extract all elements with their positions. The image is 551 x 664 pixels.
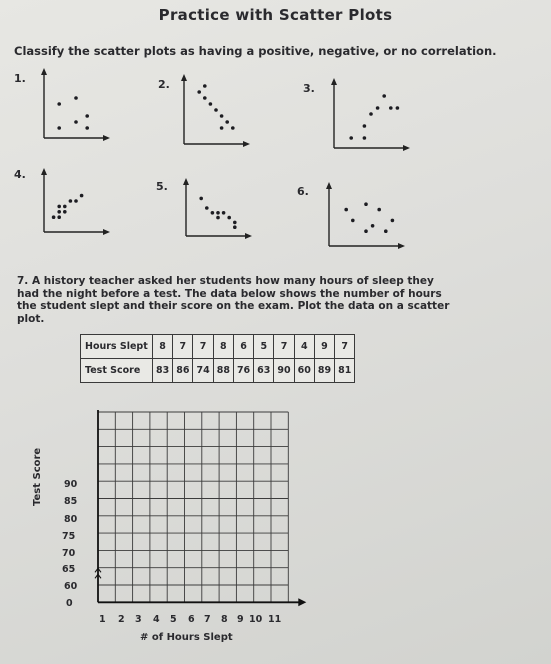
data-point <box>382 94 386 98</box>
data-point <box>384 229 388 233</box>
x-label: 4 <box>153 614 160 625</box>
data-point <box>220 126 224 130</box>
plot-number-3: 3. <box>303 82 315 95</box>
data-point <box>74 199 78 203</box>
arrow-right-icon <box>243 141 250 147</box>
x-label: 6 <box>188 614 195 625</box>
scatter-plot-1 <box>40 66 112 142</box>
data-point <box>396 106 400 110</box>
row-header-score: Test Score <box>81 359 153 383</box>
data-point <box>203 84 207 88</box>
plot-number-2: 2. <box>158 78 170 91</box>
table-row <box>81 359 355 383</box>
data-point <box>344 208 348 212</box>
table-cell: 63 <box>254 359 274 383</box>
table-cell: 7 <box>335 335 355 359</box>
table-cell: 7 <box>193 335 213 359</box>
arrow-up-icon <box>181 74 187 81</box>
data-point <box>233 221 237 225</box>
x-axis-title: # of Hours Slept <box>140 632 233 643</box>
data-point <box>220 114 224 118</box>
data-point <box>63 210 67 214</box>
arrow-right-icon <box>403 145 410 151</box>
data-table <box>80 334 355 383</box>
data-point <box>205 206 209 210</box>
scatter-plot-6 <box>325 180 407 250</box>
y-label: 75 <box>62 531 76 542</box>
plot-number-1: 1. <box>14 72 26 85</box>
data-point <box>349 136 353 140</box>
arrow-right-icon <box>245 233 252 239</box>
data-point <box>211 211 215 215</box>
data-point <box>57 102 61 106</box>
x-label: 2 <box>118 614 125 625</box>
answer-grid[interactable] <box>80 408 300 628</box>
table-cell: 81 <box>335 359 355 383</box>
y-label: 70 <box>62 548 76 559</box>
x-label: 3 <box>135 614 142 625</box>
table-cell: 7 <box>274 335 294 359</box>
table-cell: 7 <box>173 335 193 359</box>
data-point <box>376 106 380 110</box>
table-cell: 89 <box>314 359 334 383</box>
table-cell: 5 <box>254 335 274 359</box>
scatter-plot-3 <box>330 76 412 152</box>
table-cell: 83 <box>153 359 173 383</box>
table-cell: 90 <box>274 359 294 383</box>
y-label: 85 <box>64 496 78 507</box>
data-point <box>209 102 213 106</box>
data-point <box>391 219 395 223</box>
data-point <box>74 96 78 100</box>
arrow-up-icon <box>41 168 47 175</box>
x-label: 7 <box>204 614 211 625</box>
arrow-up-icon <box>183 178 189 185</box>
plot-number-4: 4. <box>14 168 26 181</box>
x-label: 5 <box>170 614 177 625</box>
y-label: 0 <box>66 598 73 609</box>
data-point <box>216 216 220 220</box>
table-cell: 76 <box>233 359 253 383</box>
y-label: 80 <box>64 514 78 525</box>
table-cell: 9 <box>314 335 334 359</box>
data-point <box>369 112 373 116</box>
arrow-right-icon <box>103 229 110 235</box>
data-point <box>371 224 375 228</box>
x-label: 9 <box>237 614 244 625</box>
y-label: 65 <box>62 564 76 575</box>
data-point <box>216 211 220 215</box>
table-cell: 4 <box>294 335 314 359</box>
data-point <box>363 124 367 128</box>
data-point <box>227 216 231 220</box>
plot-number-6: 6. <box>297 185 309 198</box>
table-row <box>81 335 355 359</box>
instructions: Classify the scatter plots as having a positive, negative, or no correlation. <box>14 44 497 58</box>
table-cell: 60 <box>294 359 314 383</box>
table-cell: 74 <box>193 359 213 383</box>
table-cell: 86 <box>173 359 193 383</box>
arrow-up-icon <box>331 78 337 85</box>
data-point <box>69 199 73 203</box>
data-point <box>80 194 84 198</box>
problem-7-text: 7. A history teacher asked her students how many hours of sleep they had the night before a test. The data below shows the number of hours the student slept and their score on the exam. Plot the data on a scatter plot. <box>17 275 450 325</box>
data-point <box>52 215 56 219</box>
table-cell: 88 <box>213 359 233 383</box>
arrow-up-icon <box>326 182 332 189</box>
arrow-right-icon <box>103 135 110 141</box>
data-point <box>364 202 368 206</box>
data-point <box>85 114 89 118</box>
plot-number-5: 5. <box>156 180 168 193</box>
worksheet-title: Practice with Scatter Plots <box>158 6 393 24</box>
data-point <box>57 126 61 130</box>
data-point <box>389 106 393 110</box>
scatter-plot-5 <box>182 176 254 240</box>
data-point <box>74 120 78 124</box>
data-point <box>199 197 203 201</box>
data-point <box>351 219 355 223</box>
table-cell: 8 <box>213 335 233 359</box>
data-point <box>203 96 207 100</box>
data-point <box>85 126 89 130</box>
scatter-plot-2 <box>180 72 252 148</box>
x-label: 11 <box>268 614 282 625</box>
data-point <box>197 90 201 94</box>
data-point <box>225 120 229 124</box>
x-label: 8 <box>221 614 228 625</box>
data-point <box>57 210 61 214</box>
data-point <box>231 126 235 130</box>
arrow-right-icon <box>298 598 306 606</box>
table-cell: 8 <box>153 335 173 359</box>
arrow-right-icon <box>398 243 405 249</box>
data-point <box>233 225 237 229</box>
data-point <box>364 229 368 233</box>
data-point <box>377 208 381 212</box>
y-label: 60 <box>64 581 78 592</box>
data-point <box>222 211 226 215</box>
x-label: 10 <box>249 614 263 625</box>
table-cell: 6 <box>233 335 253 359</box>
data-point <box>63 205 67 209</box>
row-header-hours: Hours Slept <box>81 335 153 359</box>
data-point <box>214 108 218 112</box>
data-point <box>57 215 61 219</box>
y-axis-title: Test Score <box>32 447 43 506</box>
arrow-up-icon <box>41 68 47 75</box>
data-point <box>57 205 61 209</box>
y-label: 90 <box>64 479 78 490</box>
data-point <box>363 136 367 140</box>
scatter-plot-4 <box>40 166 112 236</box>
x-label: 1 <box>99 614 106 625</box>
